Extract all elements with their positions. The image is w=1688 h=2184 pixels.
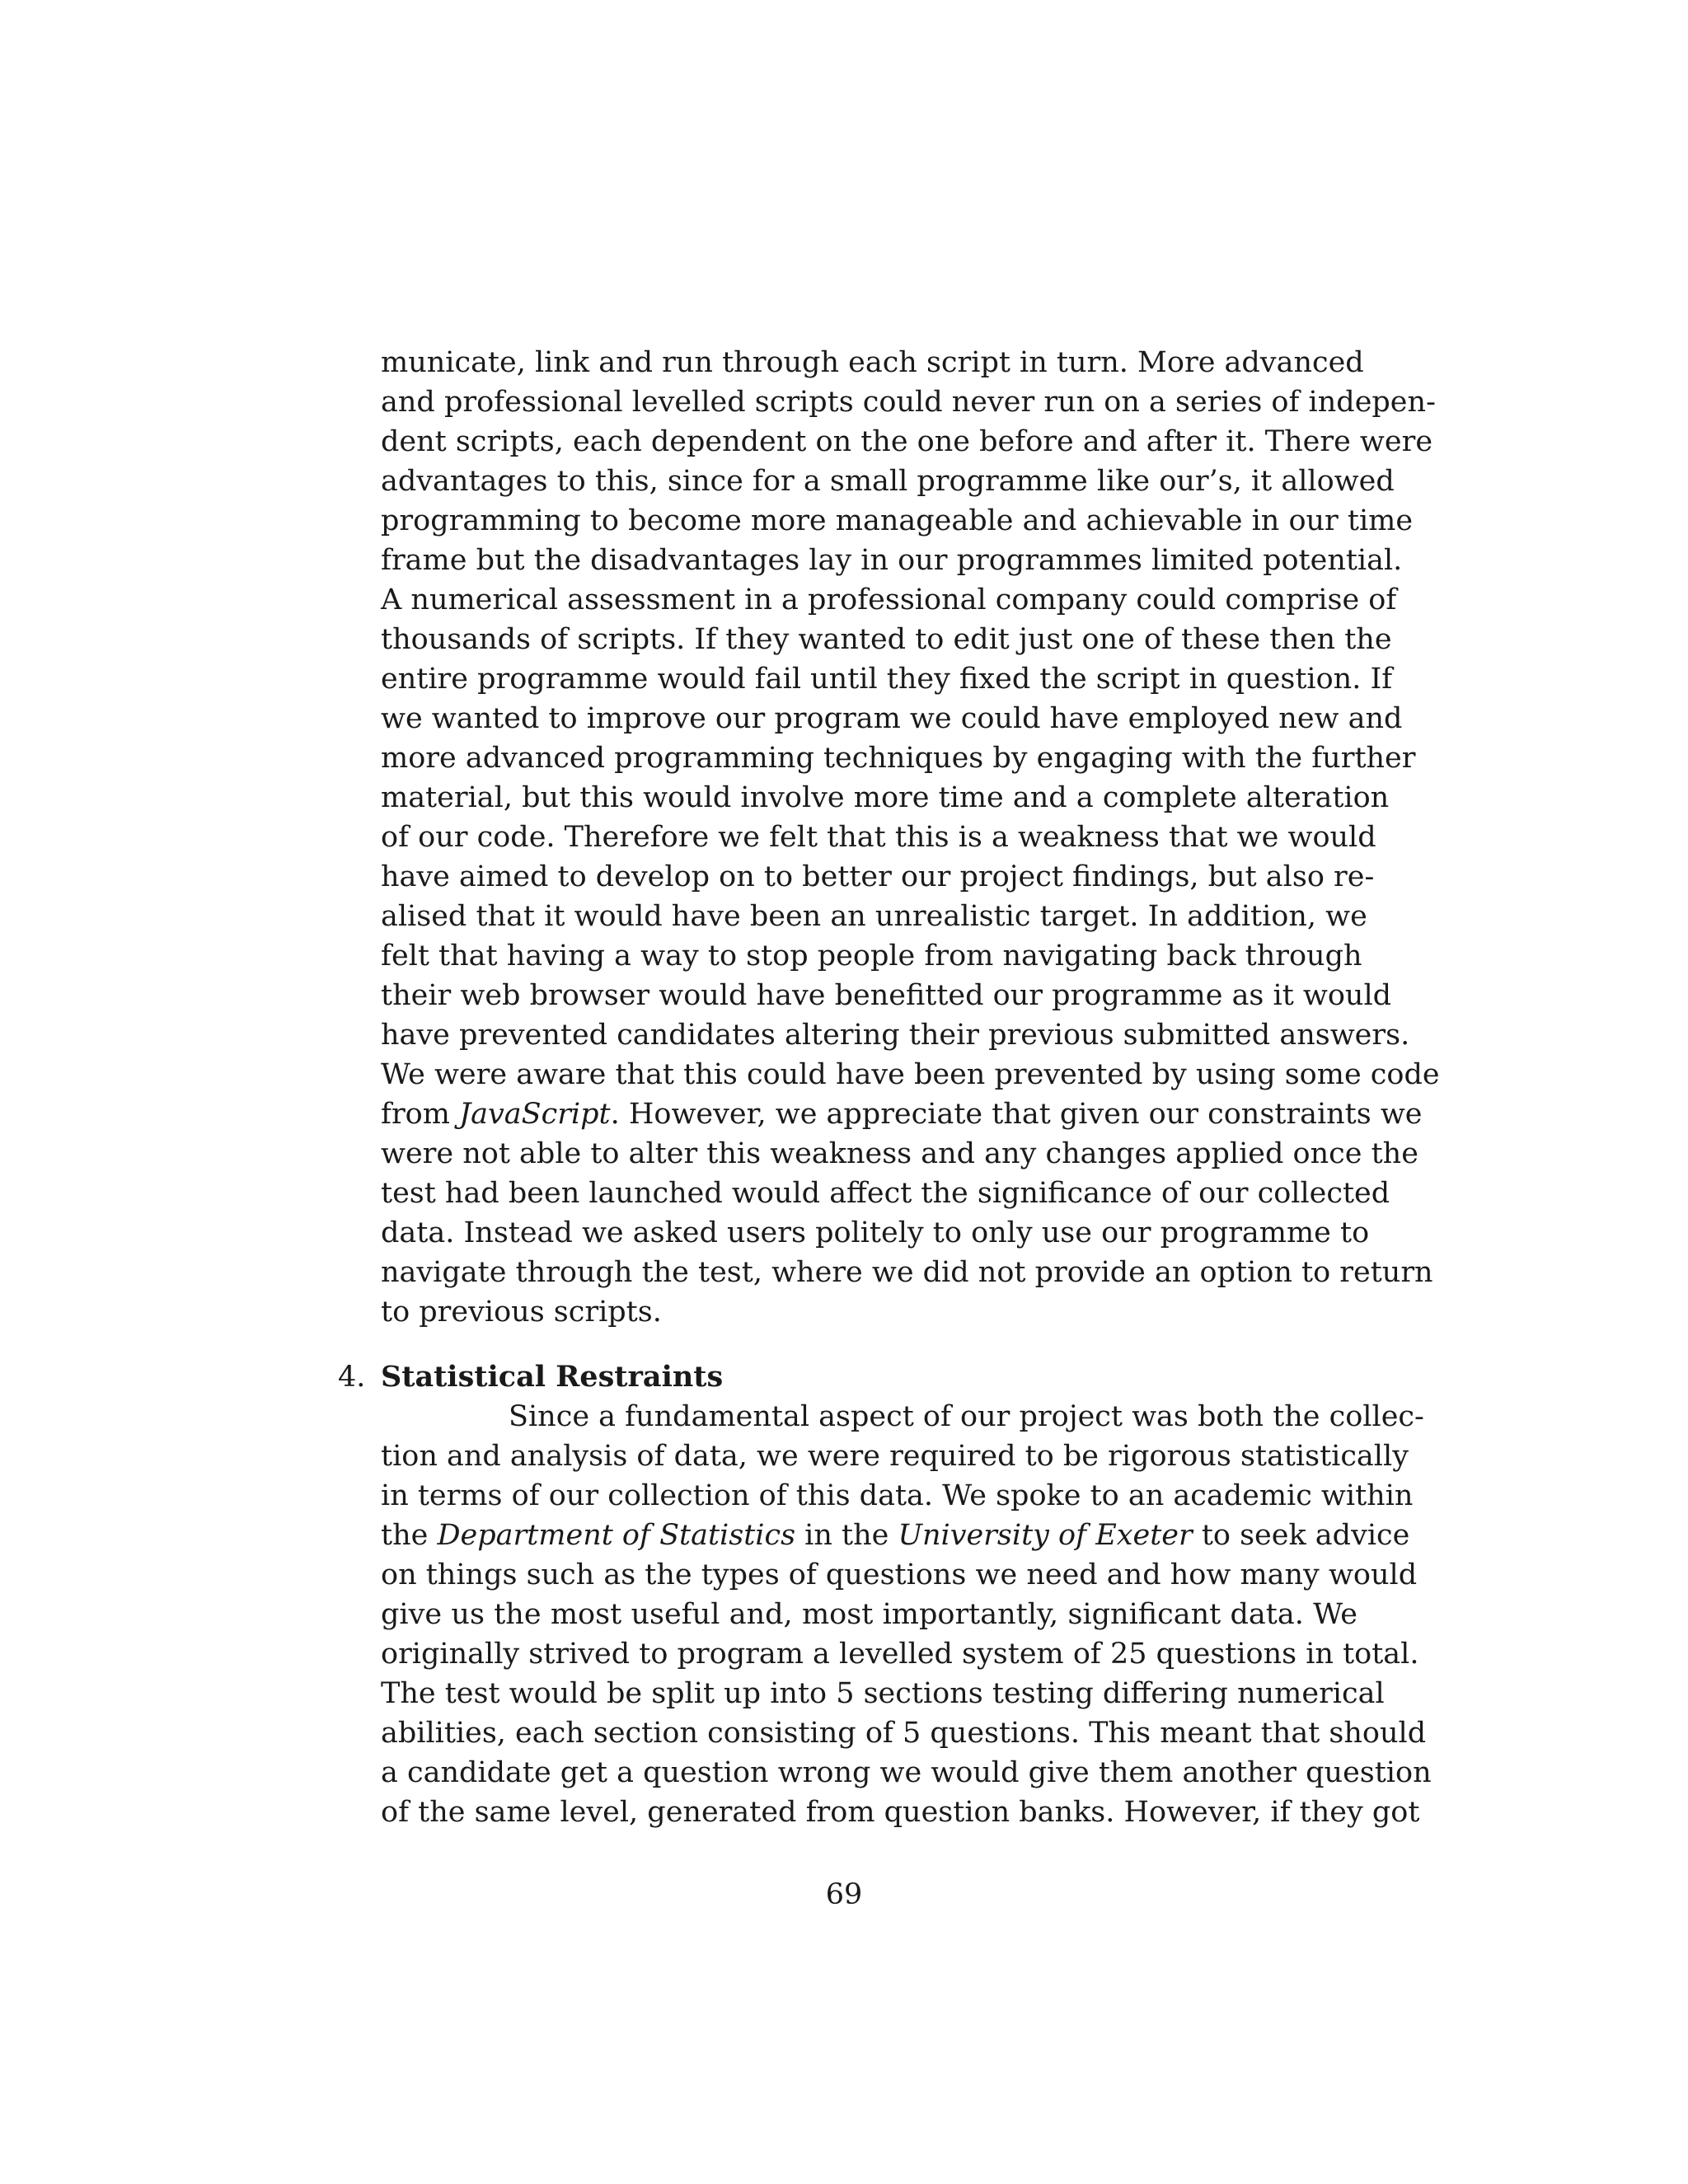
text-line: have aimed to develop on to better our project findings, but also re- bbox=[381, 860, 1375, 893]
text-line: a candidate get a question wrong we would give them another question bbox=[381, 1756, 1432, 1789]
text-line-department bbox=[381, 1516, 1410, 1555]
text-line: abilities, each section consisting of 5 questions. This meant that should bbox=[381, 1717, 1427, 1750]
text-line: programming to become more manageable and achievable in our time bbox=[381, 504, 1414, 537]
text-line: have prevented candidates altering their previous submitted answers. bbox=[381, 1019, 1410, 1052]
text-line: municate, link and run through each script in turn. More advanced bbox=[381, 346, 1364, 379]
section-heading bbox=[338, 1357, 723, 1397]
text-line: of the same level, generated from question banks. However, if they got bbox=[381, 1796, 1420, 1829]
text-fragment: from bbox=[381, 1098, 460, 1131]
text-line: material, but this would involve more time and a complete alteration bbox=[381, 781, 1390, 814]
text-line: felt that having a way to stop people from navigating back through bbox=[381, 940, 1362, 972]
text-line: dent scripts, each dependent on the one before and after it. There were bbox=[381, 425, 1433, 458]
text-line: on things such as the types of questions we need and how many would bbox=[381, 1558, 1418, 1591]
text-line: Since a fundamental aspect of our project was both the collec- bbox=[509, 1400, 1424, 1433]
text-line: data. Instead we asked users politely to only use our programme to bbox=[381, 1216, 1370, 1249]
text-line: alised that it would have been an unrealistic target. In addition, we bbox=[381, 900, 1367, 933]
text-line: originally strived to program a levelled system of 25 questions in total. bbox=[381, 1638, 1419, 1671]
text-line: advantages to this, since for a small programme like our’s, it allowed bbox=[381, 465, 1395, 498]
text-line: A numerical assessment in a professional company could comprise of bbox=[381, 583, 1397, 616]
body-paragraph bbox=[381, 343, 1440, 1332]
text-line: navigate through the test, where we did not provide an option to return bbox=[381, 1256, 1433, 1289]
text-line: to previous scripts. bbox=[381, 1296, 662, 1329]
text-line: more advanced programming techniques by engaging with the further bbox=[381, 742, 1416, 775]
text-line: we wanted to improve our program we could have employed new and bbox=[381, 702, 1403, 735]
section-number: 4. bbox=[338, 1361, 366, 1394]
text-line: were not able to alter this weakness and any changes applied once the bbox=[381, 1137, 1418, 1170]
text-line: entire programme would fail until they fixed the script in question. If bbox=[381, 663, 1393, 696]
text-line: tion and analysis of data, we were required to be rigorous statistically bbox=[381, 1440, 1409, 1473]
text-line: We were aware that this could have been prevented by using some code bbox=[381, 1058, 1440, 1091]
text-line-javascript bbox=[381, 1094, 1423, 1134]
text-line: The test would be split up into 5 sections testing differing numerical bbox=[381, 1677, 1385, 1710]
text-fragment: the bbox=[381, 1519, 438, 1552]
text-fragment: in the bbox=[795, 1519, 898, 1552]
text-line: and professional levelled scripts could never run on a series of indepen- bbox=[381, 386, 1436, 419]
page-number: 69 bbox=[825, 1878, 863, 1911]
department-emphasis: Department of Statistics bbox=[437, 1519, 796, 1552]
text-fragment: . However, we appreciate that given our constraints we bbox=[610, 1098, 1423, 1131]
section-title: Statistical Restraints bbox=[381, 1360, 724, 1394]
text-line: of our code. Therefore we felt that this is a weakness that we would bbox=[381, 821, 1376, 854]
text-line: in terms of our collection of this data. We spoke to an academic within bbox=[381, 1479, 1414, 1512]
text-line: test had been launched would affect the significance of our collected bbox=[381, 1177, 1390, 1210]
text-line: give us the most useful and, most importantly, significant data. We bbox=[381, 1598, 1357, 1631]
javascript-emphasis: JavaScript bbox=[459, 1098, 611, 1131]
text-line: their web browser would have benefitted our programme as it would bbox=[381, 979, 1392, 1012]
section-paragraph bbox=[381, 1397, 1432, 1832]
text-line: frame but the disadvantages lay in our programmes limited potential. bbox=[381, 544, 1403, 577]
university-emphasis: University of Exeter bbox=[898, 1519, 1193, 1552]
text-line: thousands of scripts. If they wanted to edit just one of these then the bbox=[381, 623, 1392, 656]
text-fragment: to seek advice bbox=[1192, 1519, 1410, 1552]
